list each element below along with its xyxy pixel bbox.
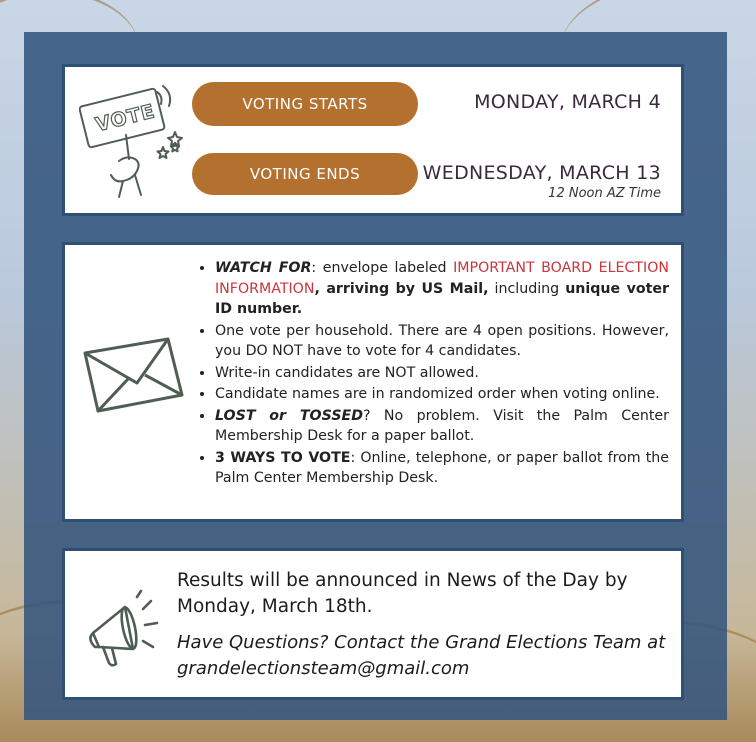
info-item-watch-for	[215, 258, 669, 320]
results-announcement: Results will be announced in News of the Day by Monday, March 18th.	[177, 570, 628, 617]
info-item-one-vote: • One vote per household. There are 4 open positions. However, you DO NOT have to vote for 4 candidates.	[215, 321, 669, 362]
envelope-icon	[82, 337, 186, 415]
info-item-randomized: • Candidate names are in randomized order when voting online.	[215, 384, 669, 405]
results-card	[62, 548, 684, 700]
ways-to-vote-lead: 3 WAYS TO VOTE	[215, 449, 351, 466]
watch-for-lead: WATCH FOR	[215, 260, 312, 276]
voting-start-date: MONDAY, MARCH 4	[474, 91, 661, 113]
voting-starts-label: VOTING STARTS	[192, 82, 418, 126]
arrival-method: , arriving by US Mail,	[314, 280, 489, 297]
ways-to-vote-text: : Online, telephone, or paper ballot from the Palm Center Membership Desk.	[215, 449, 669, 486]
lost-tossed-lead: LOST or TOSSED	[215, 407, 363, 424]
voting-schedule-card	[62, 64, 684, 216]
info-item-write-in: • Write-in candidates are NOT allowed.	[215, 363, 669, 384]
vote-sign-text: VOTE	[93, 100, 158, 137]
voting-info-card	[62, 242, 684, 522]
envelope-label-highlight: IMPORTANT BOARD ELECTION INFORMATION	[215, 260, 669, 297]
watch-for-text: : envelope labeled	[311, 260, 454, 276]
deadline-time-note: 12 Noon AZ Time	[548, 186, 661, 201]
questions-contact: Have Questions? Contact the Grand Elections Team at grandelectionsteam@gmail.com	[177, 632, 666, 679]
lost-tossed-text: ? No problem. Visit the Palm Center Membership Desk for a paper ballot.	[215, 407, 669, 444]
voting-info-list	[205, 258, 669, 490]
watch-for-text-2: including	[488, 280, 566, 297]
megaphone-icon	[85, 589, 165, 673]
voting-end-date: WEDNESDAY, MARCH 13	[422, 162, 661, 184]
vote-sign-icon	[79, 77, 189, 202]
info-item-ways-to-vote	[215, 448, 669, 489]
voting-ends-label: VOTING ENDS	[192, 153, 418, 195]
info-item-lost-tossed	[215, 406, 669, 447]
voter-id-note: unique voter ID number.	[215, 280, 669, 317]
